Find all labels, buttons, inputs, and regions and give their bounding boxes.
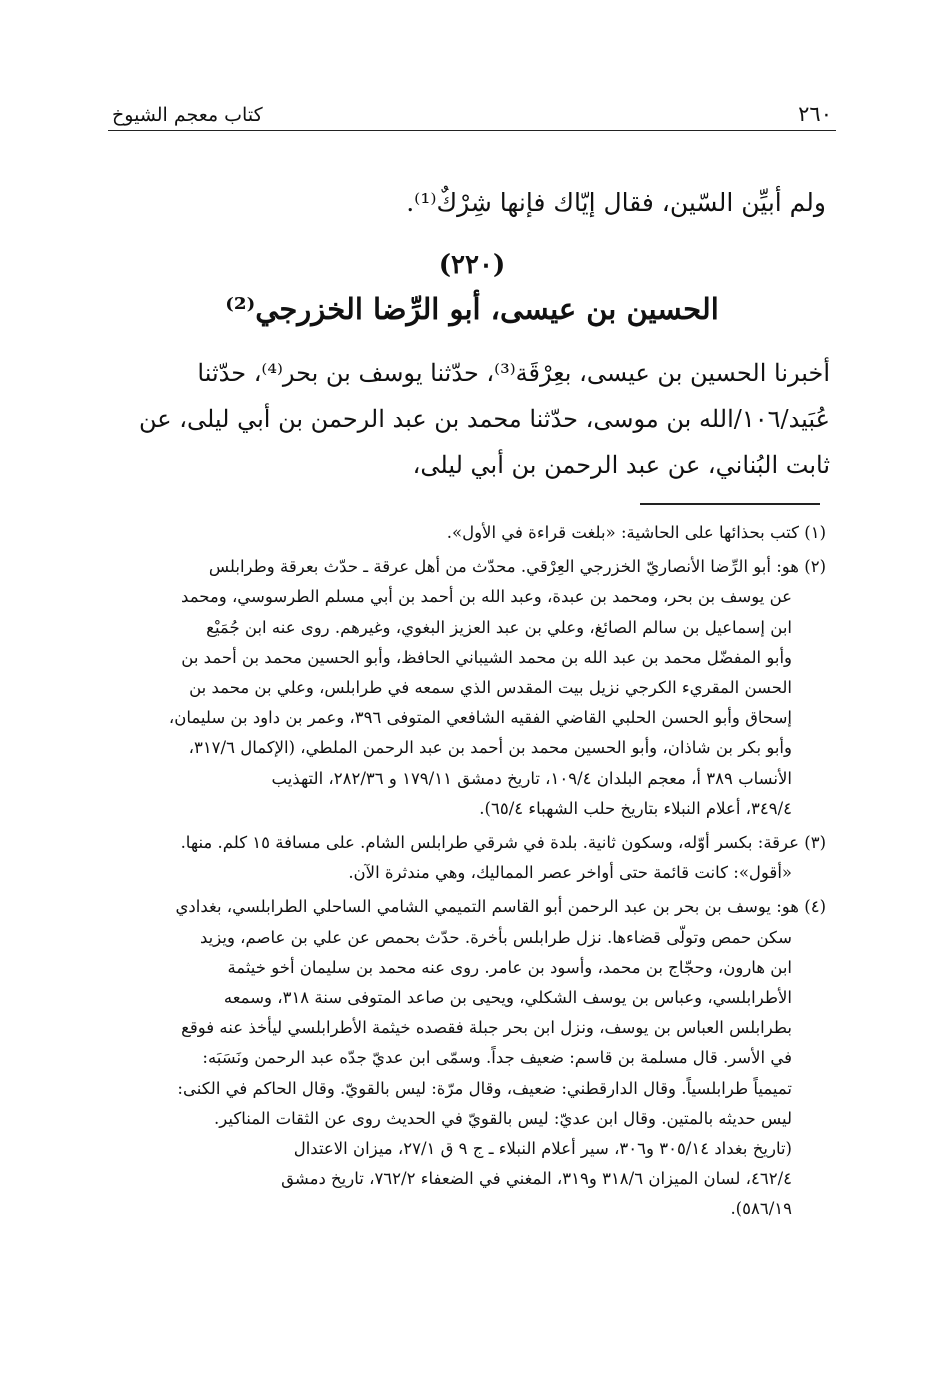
footnote-line: ٥٨٦/١٩).	[730, 1199, 792, 1219]
footnote-line: سكن حمص وتولّى قضاءها. نزل طرابلس بأخرة. حدّث بحمص عن علي بن عاصم، ويزيد	[200, 927, 792, 947]
main-line: ثابت البُناني، عن عبد الرحمن بن أبي ليلى،	[412, 451, 830, 479]
footnote-line: عن يوسف بن بحر، ومحمد بن عبدة، وعبد الله بن أحمد بن أبي مسلم الطرسوسي، ومحمد	[181, 587, 792, 607]
footnote-line: ٣٤٩/٤، أعلام النبلاء بتاريخ حلب الشهباء ٦٥/٤).	[479, 798, 792, 818]
footnote-1	[106, 518, 826, 548]
main-text	[108, 350, 830, 488]
footnote-line: ابن هارون، وحجّاج بن محمد، وأسود بن عامر. روى عنه محمد بن سليمان أخو خيثمة	[227, 957, 792, 977]
footnote-line: إسحاق وأبو الحسن الحلبي القاضي الفقيه الشافعي المتوفى ٣٩٦، وعمر بن داود بن سليمان،	[168, 708, 792, 728]
footnote-line: ليس حديثه بالمتين. وقال ابن عديّ: ليس بالقويّ في الحديث روى عن الثقات المناكير.	[214, 1108, 792, 1128]
footnote-3	[106, 828, 826, 888]
main-line: أخبرنا الحسين بن عيسى، بعِرْقَة⁽³⁾، حدّثنا يوسف بن بحر⁽⁴⁾، حدّثنا	[197, 359, 830, 387]
footnote-line: في الأسر. قال مسلمة بن قاسم: ضعيف جداً. وسمّى ابن عديّ جدّه عبد الرحمن ونَسَبَه:	[202, 1048, 792, 1068]
page-number: ٢٦٠	[798, 102, 832, 126]
continuation-text	[108, 178, 826, 227]
footnote-line: بطرابلس العباس بن يوسف، ونزل ابن بحر جبلة فقصده خيثمة الأطرابلسي ليأخذ عنه فوقع	[181, 1018, 792, 1038]
footnote-line: (٤) هو: يوسف بن بحر بن عبد الرحمن أبو القاسم التميمي الشامي الساحلي الطرابلسي، بغدادي	[175, 897, 826, 917]
running-header	[112, 96, 832, 126]
entry-number: (٢٢٠)	[438, 250, 506, 280]
footnote-line: تميمياً طرابلسياً. وقال الدارقطني: ضعيف، وقال مرّة: ليس بالقويّ. وقال الحاكم في الكنى:	[177, 1078, 792, 1098]
footnotes	[106, 518, 826, 1229]
book-title: كتاب معجم الشيوخ	[112, 104, 263, 126]
footnote-line: (تاريخ بغداد ٣٠٥/١٤ و٣٠٦، سير أعلام النبلاء ـ ج ٩ ق ٢٧/١، ميزان الاعتدال	[293, 1139, 792, 1159]
footnote-line: «أقول»: كانت قائمة حتى أواخر عصر المماليك، وهي مندثرة الآن.	[348, 863, 792, 883]
footnote-line: الأنساب ٣٨٩ أ، معجم البلدان ١٠٩/٤، تاريخ دمشق ١٧٩/١١ و ٢٨٢/٣٦، التهذيب	[271, 768, 792, 788]
footnote-line: (٣) عرقة: بكسر أوّله، وسكون ثانية. بلدة في شرقي طرابلس الشام. على مسافة ١٥ كلم. منها.	[180, 833, 826, 853]
entry-title: الحسين بن عيسى، أبو الرِّضا الخزرجي⁽²⁾	[225, 292, 719, 326]
body-line: ولم أبيِّن السّين، فقال إيّاك فإنها شِرْكٌ⁽¹⁾.	[406, 188, 826, 217]
footnote-2	[106, 552, 826, 824]
footnote-4	[106, 892, 826, 1224]
footnote-line: وأبو المفضّل محمد بن عبد الله بن محمد الشيباني الحافظ، وأبو الحسين محمد بن أحمد بن	[181, 647, 792, 667]
main-line: عُبَيد/١٠٦/الله بن موسى، حدّثنا محمد بن عبد الرحمن بن أبي ليلى، عن	[139, 405, 830, 433]
header-rule	[108, 130, 836, 131]
footnote-line: وأبو بكر بن شاذان، وأبو الحسين محمد بن أحمد بن عبد الرحمن الملطي، (الإكمال ٣١٧/٦،	[188, 738, 792, 758]
footnote-rule	[640, 503, 820, 505]
footnote-line: (٢) هو: أبو الرِّضا الأنصاريّ الخزرجي العِرْقي. محدّث من أهل عرقة ـ حدّث بعرقة وطرابلس	[208, 557, 826, 577]
footnote-line: الحسن المقريء الكرجي نزيل بيت المقدس الذي سمعه في طرابلس، وعلي بن محمد بن	[189, 678, 792, 698]
footnote-line: ٤٦٢/٤، لسان الميزان ٣١٨/٦ و٣١٩، المغني في الضعفاء ٧٦٢/٢، تاريخ دمشق	[281, 1169, 792, 1189]
footnote-line: ابن إسماعيل بن سالم الصائغ، وعلي بن عبد العزيز البغوي، وغيرهم. روى عنه ابن جُمَيْع	[206, 617, 792, 637]
footnote-line: الأطرابلسي، وعباس بن يوسف الشكلي، ويحيى بن صاعد المتوفى سنة ٣١٨، وسمعه	[223, 988, 792, 1008]
footnote-line: (١) كتب بحذائها على الحاشية: «بلغت قراءة في الأول».	[446, 523, 826, 542]
